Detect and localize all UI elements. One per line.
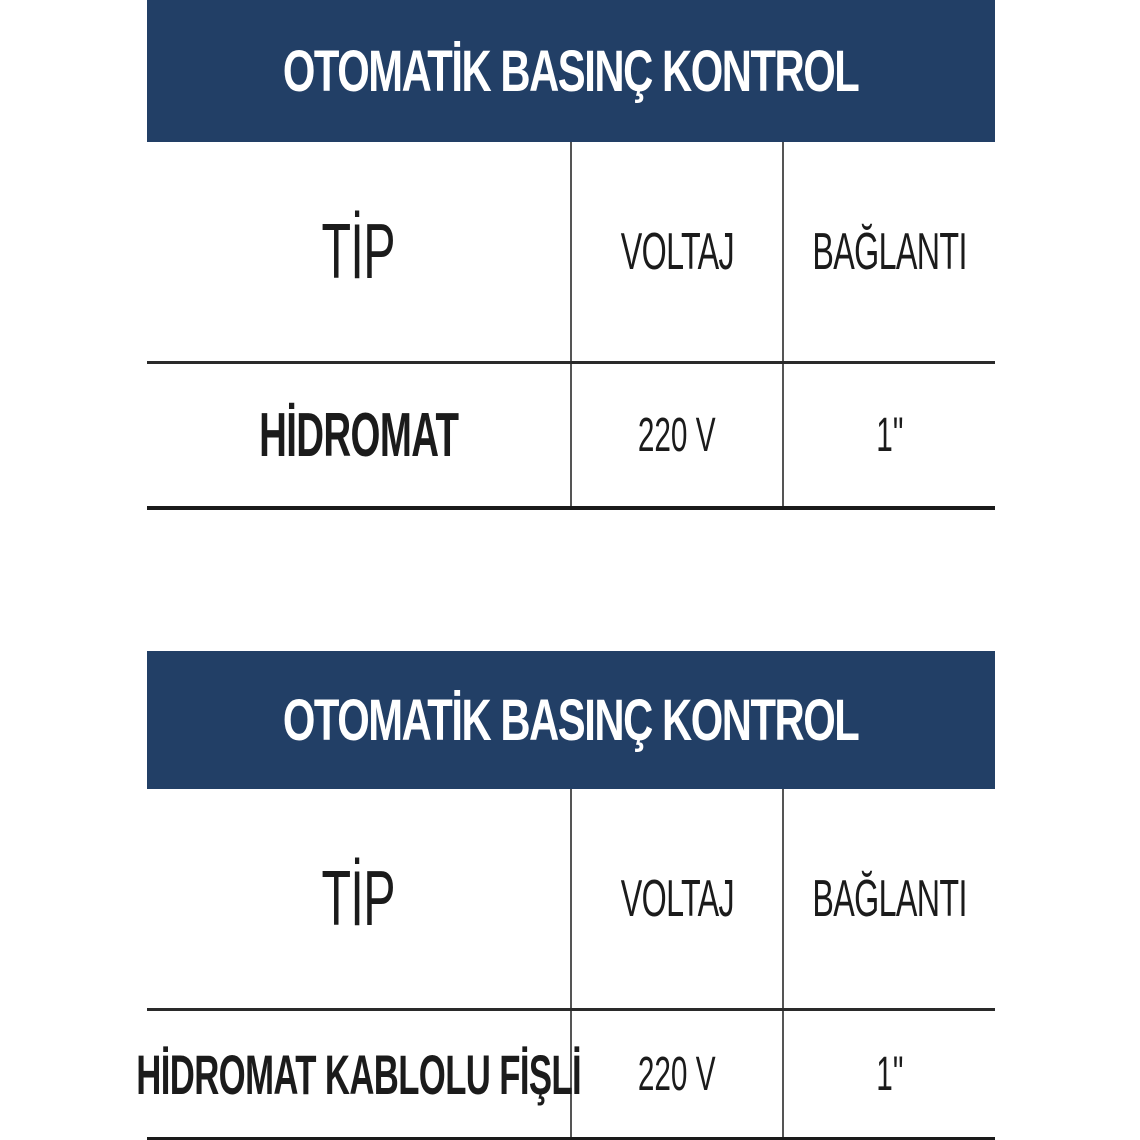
header-type-label: TİP	[321, 207, 396, 295]
data-cell-connection	[784, 1011, 995, 1137]
table-title: OTOMATİK BASINÇ KONTROL	[283, 38, 859, 104]
header-cell-voltage	[572, 789, 784, 1008]
table-title-bar	[147, 651, 995, 789]
header-cell-type	[147, 789, 572, 1008]
header-cell-voltage	[572, 142, 784, 361]
header-cell-type	[147, 142, 572, 361]
header-connection-label: BAĞLANTI	[812, 869, 967, 928]
table-header-row	[147, 789, 995, 1011]
product-type: HİDROMAT KABLOLU FİŞLİ	[136, 1042, 581, 1106]
table-row	[147, 364, 995, 510]
table-title-bar	[147, 0, 995, 142]
data-cell-type	[136, 1011, 581, 1137]
header-voltage-label: VOLTAJ	[620, 869, 734, 928]
data-cell-voltage	[572, 364, 784, 506]
table-header-row	[147, 142, 995, 364]
header-voltage-label: VOLTAJ	[620, 222, 734, 281]
product-type: HİDROMAT	[258, 400, 459, 470]
header-cell-connection	[784, 142, 995, 361]
product-connection: 1"	[875, 408, 904, 462]
table-title: OTOMATİK BASINÇ KONTROL	[283, 687, 859, 753]
spec-table-hidromat	[147, 0, 995, 510]
product-voltage: 220 V	[638, 1047, 716, 1101]
spec-table-hidromat-kablolu	[136, 651, 995, 1140]
header-connection-label: BAĞLANTI	[812, 222, 967, 281]
data-cell-voltage	[572, 1011, 784, 1137]
data-cell-type	[147, 364, 572, 506]
data-cell-connection	[784, 364, 995, 506]
header-type-label: TİP	[321, 854, 396, 942]
table-row	[136, 1011, 995, 1140]
product-voltage: 220 V	[638, 408, 716, 462]
product-connection: 1"	[875, 1047, 904, 1101]
header-cell-connection	[784, 789, 995, 1008]
